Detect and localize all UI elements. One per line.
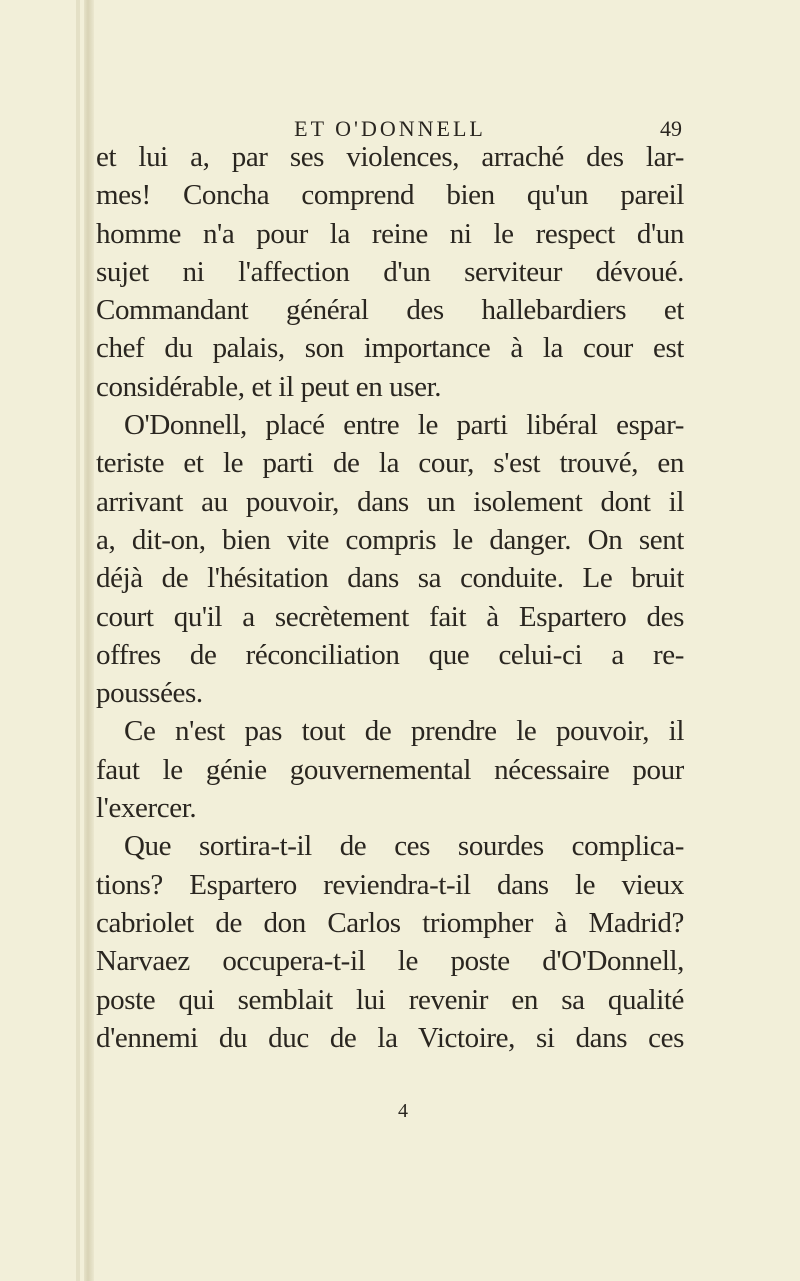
text-line: sujet ni l'affection d'un serviteur dévoué. [96, 255, 684, 288]
signature-mark: 4 [398, 1100, 408, 1122]
text-line: l'exercer. [96, 792, 197, 825]
text-line: considérable, et il peut en user. [96, 370, 442, 403]
binding-gutter [84, 0, 94, 1281]
body-text [96, 138, 684, 1057]
text-line: O'Donnell, placé entre le parti libéral espar- [124, 409, 684, 442]
text-line: Ce n'est pas tout de prendre le pouvoir, il [124, 715, 684, 748]
text-line: tions? Espartero reviendra-t-il dans le vieux [96, 868, 684, 901]
text-line: d'ennemi du duc de la Victoire, si dans ces [96, 1021, 684, 1054]
text-line: cabriolet de don Carlos triompher à Madrid? [96, 906, 684, 939]
text-line: faut le génie gouvernemental nécessaire pour [96, 753, 684, 786]
text-line: arrivant au pouvoir, dans un isolement dont il [96, 485, 684, 518]
text-line: teriste et le parti de la cour, s'est trouvé, en [96, 447, 684, 480]
text-line: poussées. [96, 677, 203, 710]
text-line: et lui a, par ses violences, arraché des lar- [96, 141, 684, 173]
running-title: ET O'DONNELL [294, 116, 486, 141]
text-line: offres de réconciliation que celui-ci a re- [96, 638, 684, 671]
text-line: Narvaez occupera-t-il le poste d'O'Donnell, [96, 945, 684, 978]
page-number: 49 [660, 116, 682, 141]
text-line: Que sortira-t-il de ces sourdes complica- [124, 830, 684, 863]
text-line: Commandant général des hallebardiers et [96, 294, 684, 327]
text-line: chef du palais, son importance à la cour est [96, 332, 684, 365]
text-line: a, dit-on, bien vite compris le danger. On sent [96, 523, 684, 556]
text-line: déjà de l'hésitation dans sa conduite. Le bruit [96, 562, 684, 595]
page-edge-shadow [76, 0, 80, 1281]
text-line: mes! Concha comprend bien qu'un pareil [96, 179, 684, 212]
text-line: homme n'a pour la reine ni le respect d'un [96, 217, 684, 250]
text-line: poste qui semblait lui revenir en sa qualité [96, 983, 684, 1016]
text-line: court qu'il a secrètement fait à Espartero des [96, 600, 684, 633]
